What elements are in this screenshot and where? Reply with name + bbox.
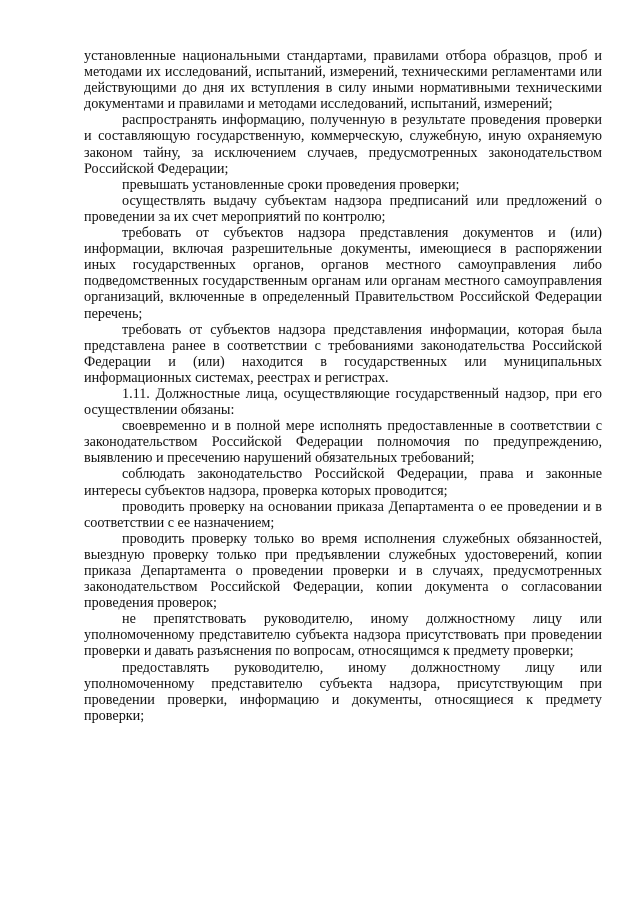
paragraph: осуществлять выдачу субъектам надзора предписаний или предложений о проведении за их счет мероприятий по контролю; [84,192,602,225]
paragraph: превышать установленные сроки проведения проверки; [122,176,460,193]
paragraph: проводить проверку на основании приказа Департамента о ее проведении и в соответствии с ее назначением; [84,498,602,531]
paragraph: проводить проверку только во время исполнения служебных обязанностей, выездную проверку только при предъявлении служебных удостоверений, копии приказа Департамента о проведении проверки и в случаях, предусмотренных законодательством Российской Федерации, копии документа о согласовании проведения проверок; [84,530,602,612]
paragraph: предоставлять руководителю, иному должностному лицу или уполномоченному представителю субъекта надзора, присутствующим при проведении проверки, информацию и документы, относящиеся к предмету проверки; [84,659,602,724]
paragraph: требовать от субъектов надзора представления документов и (или) информации, включая разрешительные документы, имеющиеся в распоряжении иных государственных органов, органов местного самоуправления либо подведомственных государственным органам или органам местного самоуправления организаций, включенные в определенный Правительством Российской Федерации перечень; [84,225,602,322]
paragraph-continuation: установленные национальными стандартами, правилами отбора образцов, проб и методами их исследований, испытаний, измерений, техническими регламентами или действующими до дня их вступления в силу иными нормативными техническими документами и правилами и методами исследований, испытаний, измерений; [84,48,602,113]
paragraph: не препятствовать руководителю, иному должностному лицу или уполномоченному представителю субъекта надзора присутствовать при проведении проверки и давать разъяснения по вопросам, относящимся к предмету проверки; [84,611,602,660]
document-page [84,48,602,724]
paragraph: требовать от субъектов надзора представления информации, которая была представлена ранее в соответствии с требованиями законодательства Российской Федерации и (или) находится в государственных или муниципальных информационных системах, реестрах и регистрах. [84,321,602,386]
paragraph: соблюдать законодательство Российской Федерации, права и законные интересы субъектов надзора, проверка которых проводится; [84,466,602,499]
paragraph: распространять информацию, полученную в результате проведения проверки и составляющую государственную, коммерческую, служебную, иную охраняемую законом тайну, за исключением случаев, предусмотренных законодательством Российской Федерации; [84,112,602,177]
paragraph: своевременно и в полной мере исполнять предоставленные в соответствии с законодательством Российской Федерации полномочия по предупреждению, выявлению и пресечению нарушений обязательных требований; [84,418,602,467]
section-paragraph: 1.11. Должностные лица, осуществляющие государственный надзор, при его осуществлении обязаны: [84,385,602,419]
